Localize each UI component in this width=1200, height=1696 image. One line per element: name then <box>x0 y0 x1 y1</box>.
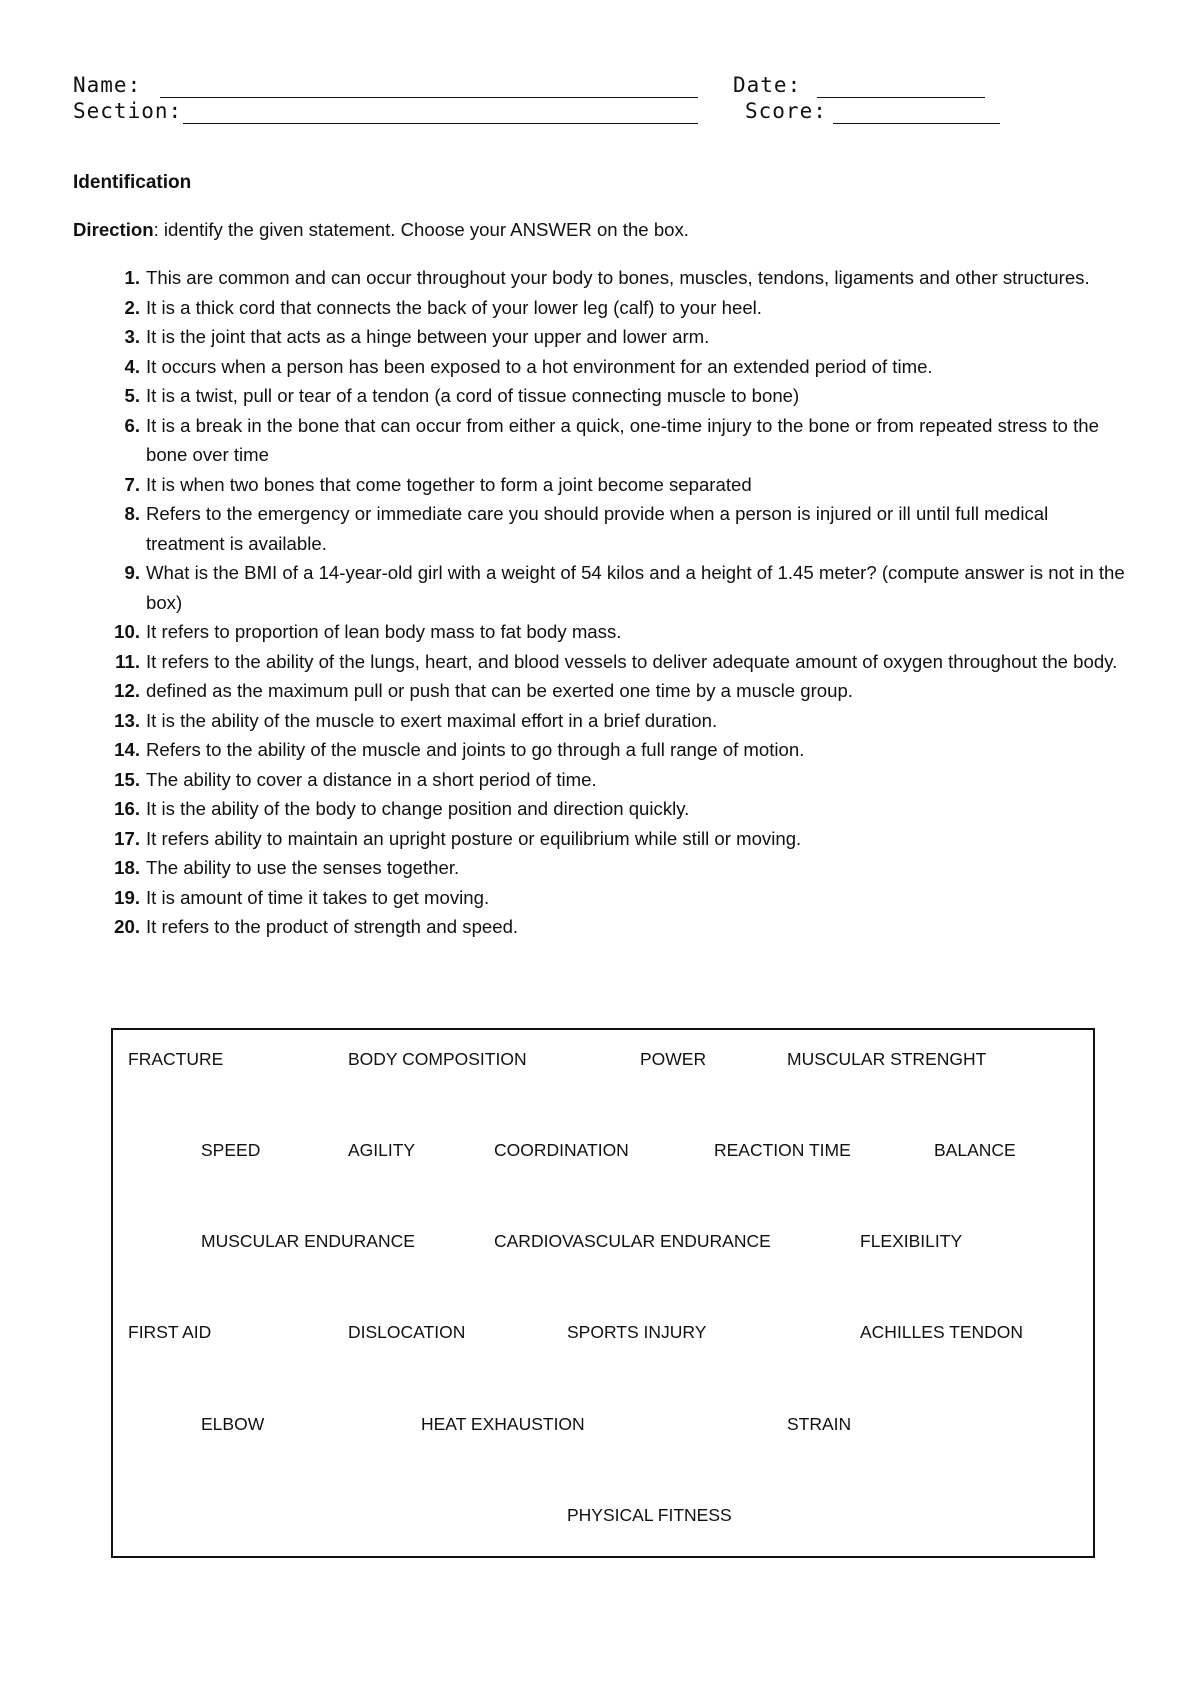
date-label: Date: <box>733 73 802 97</box>
question-item <box>100 676 1140 706</box>
answer-box <box>111 1028 1095 1558</box>
choice-fracture: FRACTURE <box>128 1049 224 1069</box>
question-item <box>100 322 1140 352</box>
question-text: Refers to the emergency or immediate care you should provide when a person is injured or ill until full medical treatment is available. <box>146 503 1049 554</box>
question-item <box>100 912 1140 942</box>
direction-text <box>73 219 689 241</box>
question-text: It is the joint that acts as a hinge between your upper and lower arm. <box>146 326 710 347</box>
question-text: defined as the maximum pull or push that can be exerted one time by a muscle group. <box>146 680 853 701</box>
question-item <box>100 352 1140 382</box>
choice-agility: AGILITY <box>348 1140 416 1160</box>
question-text: This are common and can occur throughout your body to bones, muscles, tendons, ligaments and other structures. <box>146 267 1090 288</box>
question-number: 3. <box>124 326 140 347</box>
score-label: Score: <box>745 99 827 123</box>
question-number: 8. <box>124 503 140 524</box>
choice-achilles-tendon: ACHILLES TENDON <box>860 1322 1024 1342</box>
question-number: 19. <box>114 886 140 908</box>
choice-body-composition: BODY COMPOSITION <box>348 1049 527 1069</box>
question-item <box>100 411 1140 470</box>
question-number: 13. <box>114 709 140 731</box>
question-text: Refers to the ability of the muscle and joints to go through a full range of motion. <box>146 739 805 760</box>
question-number: 17. <box>114 827 140 849</box>
question-text: It is a twist, pull or tear of a tendon (a cord of tissue connecting muscle to bone) <box>146 385 800 406</box>
question-number: 10. <box>114 621 140 642</box>
question-number: 11. <box>115 650 140 672</box>
choice-cardiovascular-endurance: CARDIOVASCULAR ENDURANCE <box>494 1231 771 1251</box>
question-text: It is when two bones that come together to form a joint become separated <box>146 473 752 495</box>
question-text: It is a thick cord that connects the back of your lower leg (calf) to your heel. <box>146 296 762 318</box>
score-field[interactable] <box>833 123 1000 124</box>
question-number: 6. <box>124 414 140 436</box>
question-number: 20. <box>114 916 140 937</box>
choice-sports-injury: SPORTS INJURY <box>567 1322 707 1342</box>
question-number: 9. <box>124 562 140 583</box>
question-number: 5. <box>124 385 140 406</box>
question-number: 18. <box>114 857 140 878</box>
question-list <box>100 263 1140 942</box>
name-label: Name: <box>73 73 142 97</box>
question-number: 1. <box>124 267 140 288</box>
choice-reaction-time: REACTION TIME <box>714 1140 851 1160</box>
question-item <box>100 647 1140 677</box>
choice-flexibility: FLEXIBILITY <box>860 1231 963 1251</box>
question-item <box>100 293 1140 323</box>
question-text: It occurs when a person has been exposed to a hot environment for an extended period of time. <box>146 355 933 377</box>
choice-physical-fitness: PHYSICAL FITNESS <box>567 1505 732 1525</box>
question-item <box>100 883 1140 913</box>
question-text: It refers to proportion of lean body mass to fat body mass. <box>146 621 622 642</box>
direction-body: : identify the given statement. Choose your ANSWER on the box. <box>153 219 689 240</box>
question-text: It is the ability of the body to change position and direction quickly. <box>146 798 690 819</box>
choice-strain: STRAIN <box>787 1414 852 1434</box>
direction-label: Direction <box>73 219 154 240</box>
question-item <box>100 499 1140 558</box>
question-item <box>100 824 1140 854</box>
section-field[interactable] <box>183 123 698 124</box>
question-number: 12. <box>114 680 140 701</box>
question-text: What is the BMI of a 14-year-old girl with a weight of 54 kilos and a height of 1.45 meter? (compute answer is not in the box) <box>146 562 1125 613</box>
choice-first-aid: FIRST AID <box>128 1322 212 1342</box>
question-text: The ability to use the senses together. <box>146 857 460 878</box>
question-item <box>100 853 1140 883</box>
name-field[interactable] <box>160 97 698 98</box>
question-text: It is amount of time it takes to get moving. <box>146 886 490 908</box>
date-field[interactable] <box>817 97 985 98</box>
question-item <box>100 470 1140 500</box>
question-item <box>100 263 1140 293</box>
choice-power: POWER <box>640 1049 707 1069</box>
choice-heat-exhaustion: HEAT EXHAUSTION <box>421 1414 585 1434</box>
question-number: 7. <box>124 473 140 495</box>
choice-muscular-endurance: MUSCULAR ENDURANCE <box>201 1231 415 1251</box>
question-item <box>100 765 1140 795</box>
question-item <box>100 794 1140 824</box>
section-title: Identification <box>73 172 192 193</box>
question-item <box>100 706 1140 736</box>
question-text: The ability to cover a distance in a short period of time. <box>146 768 597 790</box>
choice-coordination: COORDINATION <box>494 1140 629 1160</box>
question-item <box>100 735 1140 765</box>
choice-speed: SPEED <box>201 1140 261 1160</box>
question-number: 2. <box>124 296 140 318</box>
question-number: 15. <box>114 768 140 790</box>
question-text: It refers ability to maintain an upright posture or equilibrium while still or moving. <box>146 827 802 849</box>
choice-elbow: ELBOW <box>201 1414 265 1434</box>
section-label: Section: <box>73 99 183 123</box>
question-number: 16. <box>114 798 140 819</box>
question-item <box>100 381 1140 411</box>
question-text: It is a break in the bone that can occur from either a quick, one-time injury to the bone or from repeated stress to the bone over time <box>146 414 1099 465</box>
choice-muscular-strength: MUSCULAR STRENGHT <box>787 1049 987 1069</box>
question-text: It refers to the ability of the lungs, heart, and blood vessels to deliver adequate amount of oxygen throughout the body. <box>146 650 1118 672</box>
question-item <box>100 617 1140 647</box>
question-text: It refers to the product of strength and speed. <box>146 916 519 937</box>
question-number: 14. <box>114 739 140 760</box>
question-item <box>100 558 1140 617</box>
question-text: It is the ability of the muscle to exert maximal effort in a brief duration. <box>146 709 718 731</box>
choice-balance: BALANCE <box>934 1140 1016 1160</box>
choice-dislocation: DISLOCATION <box>348 1322 466 1342</box>
question-number: 4. <box>124 355 140 377</box>
